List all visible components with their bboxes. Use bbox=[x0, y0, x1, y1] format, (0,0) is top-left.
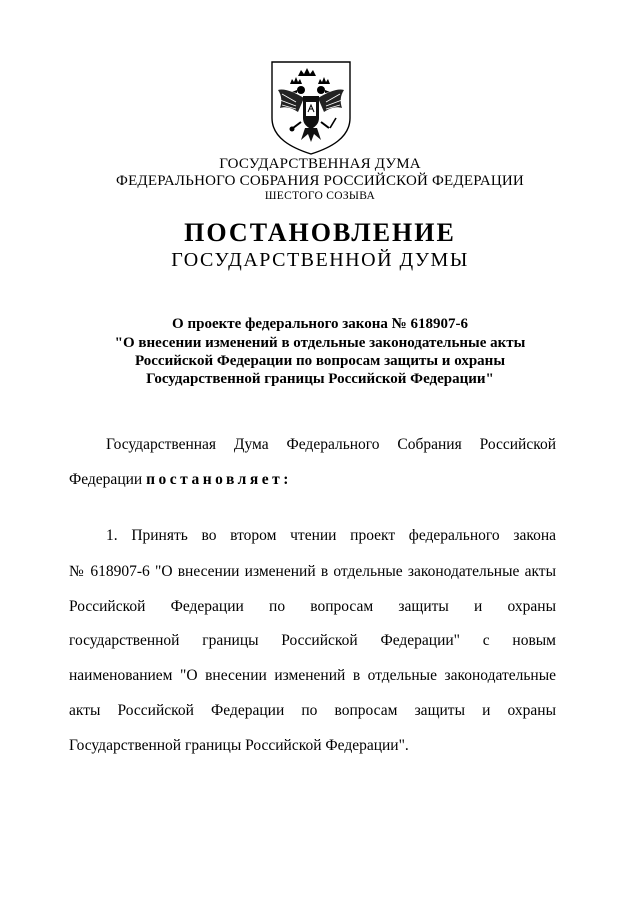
subject-line-1: О проекте федерального закона № 618907-6 bbox=[172, 316, 468, 332]
preamble-line-2 bbox=[69, 471, 556, 489]
item-1-line-3: Российской Федерации по вопросам защиты и охраны bbox=[69, 598, 556, 615]
document-title: ПОСТАНОВЛЕНИЕ bbox=[184, 218, 456, 247]
item-1-line-2: № 618907-6 "О внесении изменений в отдельные законодательные акты bbox=[69, 563, 556, 580]
item-1-line-6: акты Российской Федерации по вопросам защиты и охраны bbox=[69, 702, 556, 719]
preamble-line-1: Государственная Дума Федерального Собрания Российской bbox=[106, 436, 556, 453]
subject-line-2: "О внесении изменений в отдельные законодательные акты bbox=[114, 335, 526, 351]
item-1-line-7: Государственной границы Российской Федерации". bbox=[69, 737, 409, 754]
coat-of-arms-icon bbox=[268, 58, 354, 156]
item-1-line-5: наименованием "О внесении изменений в отдельные законодательные bbox=[69, 667, 556, 684]
subject-line-4: Государственной границы Российской Федерации" bbox=[146, 371, 494, 387]
subject-line-3: Российской Федерации по вопросам защиты и охраны bbox=[134, 353, 506, 369]
convocation-line: ШЕСТОГО СОЗЫВА bbox=[264, 190, 376, 202]
preamble-text: Федерации bbox=[69, 471, 143, 488]
org-name-line-1: ГОСУДАРСТВЕННАЯ ДУМА bbox=[219, 156, 421, 172]
item-1-line-4: государственной границы Российской Федерации" с новым bbox=[69, 632, 556, 649]
resolves-word: постановляет: bbox=[146, 471, 292, 488]
item-1-line-1: 1. Принять во втором чтении проект федерального закона bbox=[106, 527, 556, 544]
document-subtitle: ГОСУДАРСТВЕННОЙ ДУМЫ bbox=[171, 249, 469, 271]
org-name-line-2: ФЕДЕРАЛЬНОГО СОБРАНИЯ РОССИЙСКОЙ ФЕДЕРАЦИИ bbox=[116, 173, 524, 189]
